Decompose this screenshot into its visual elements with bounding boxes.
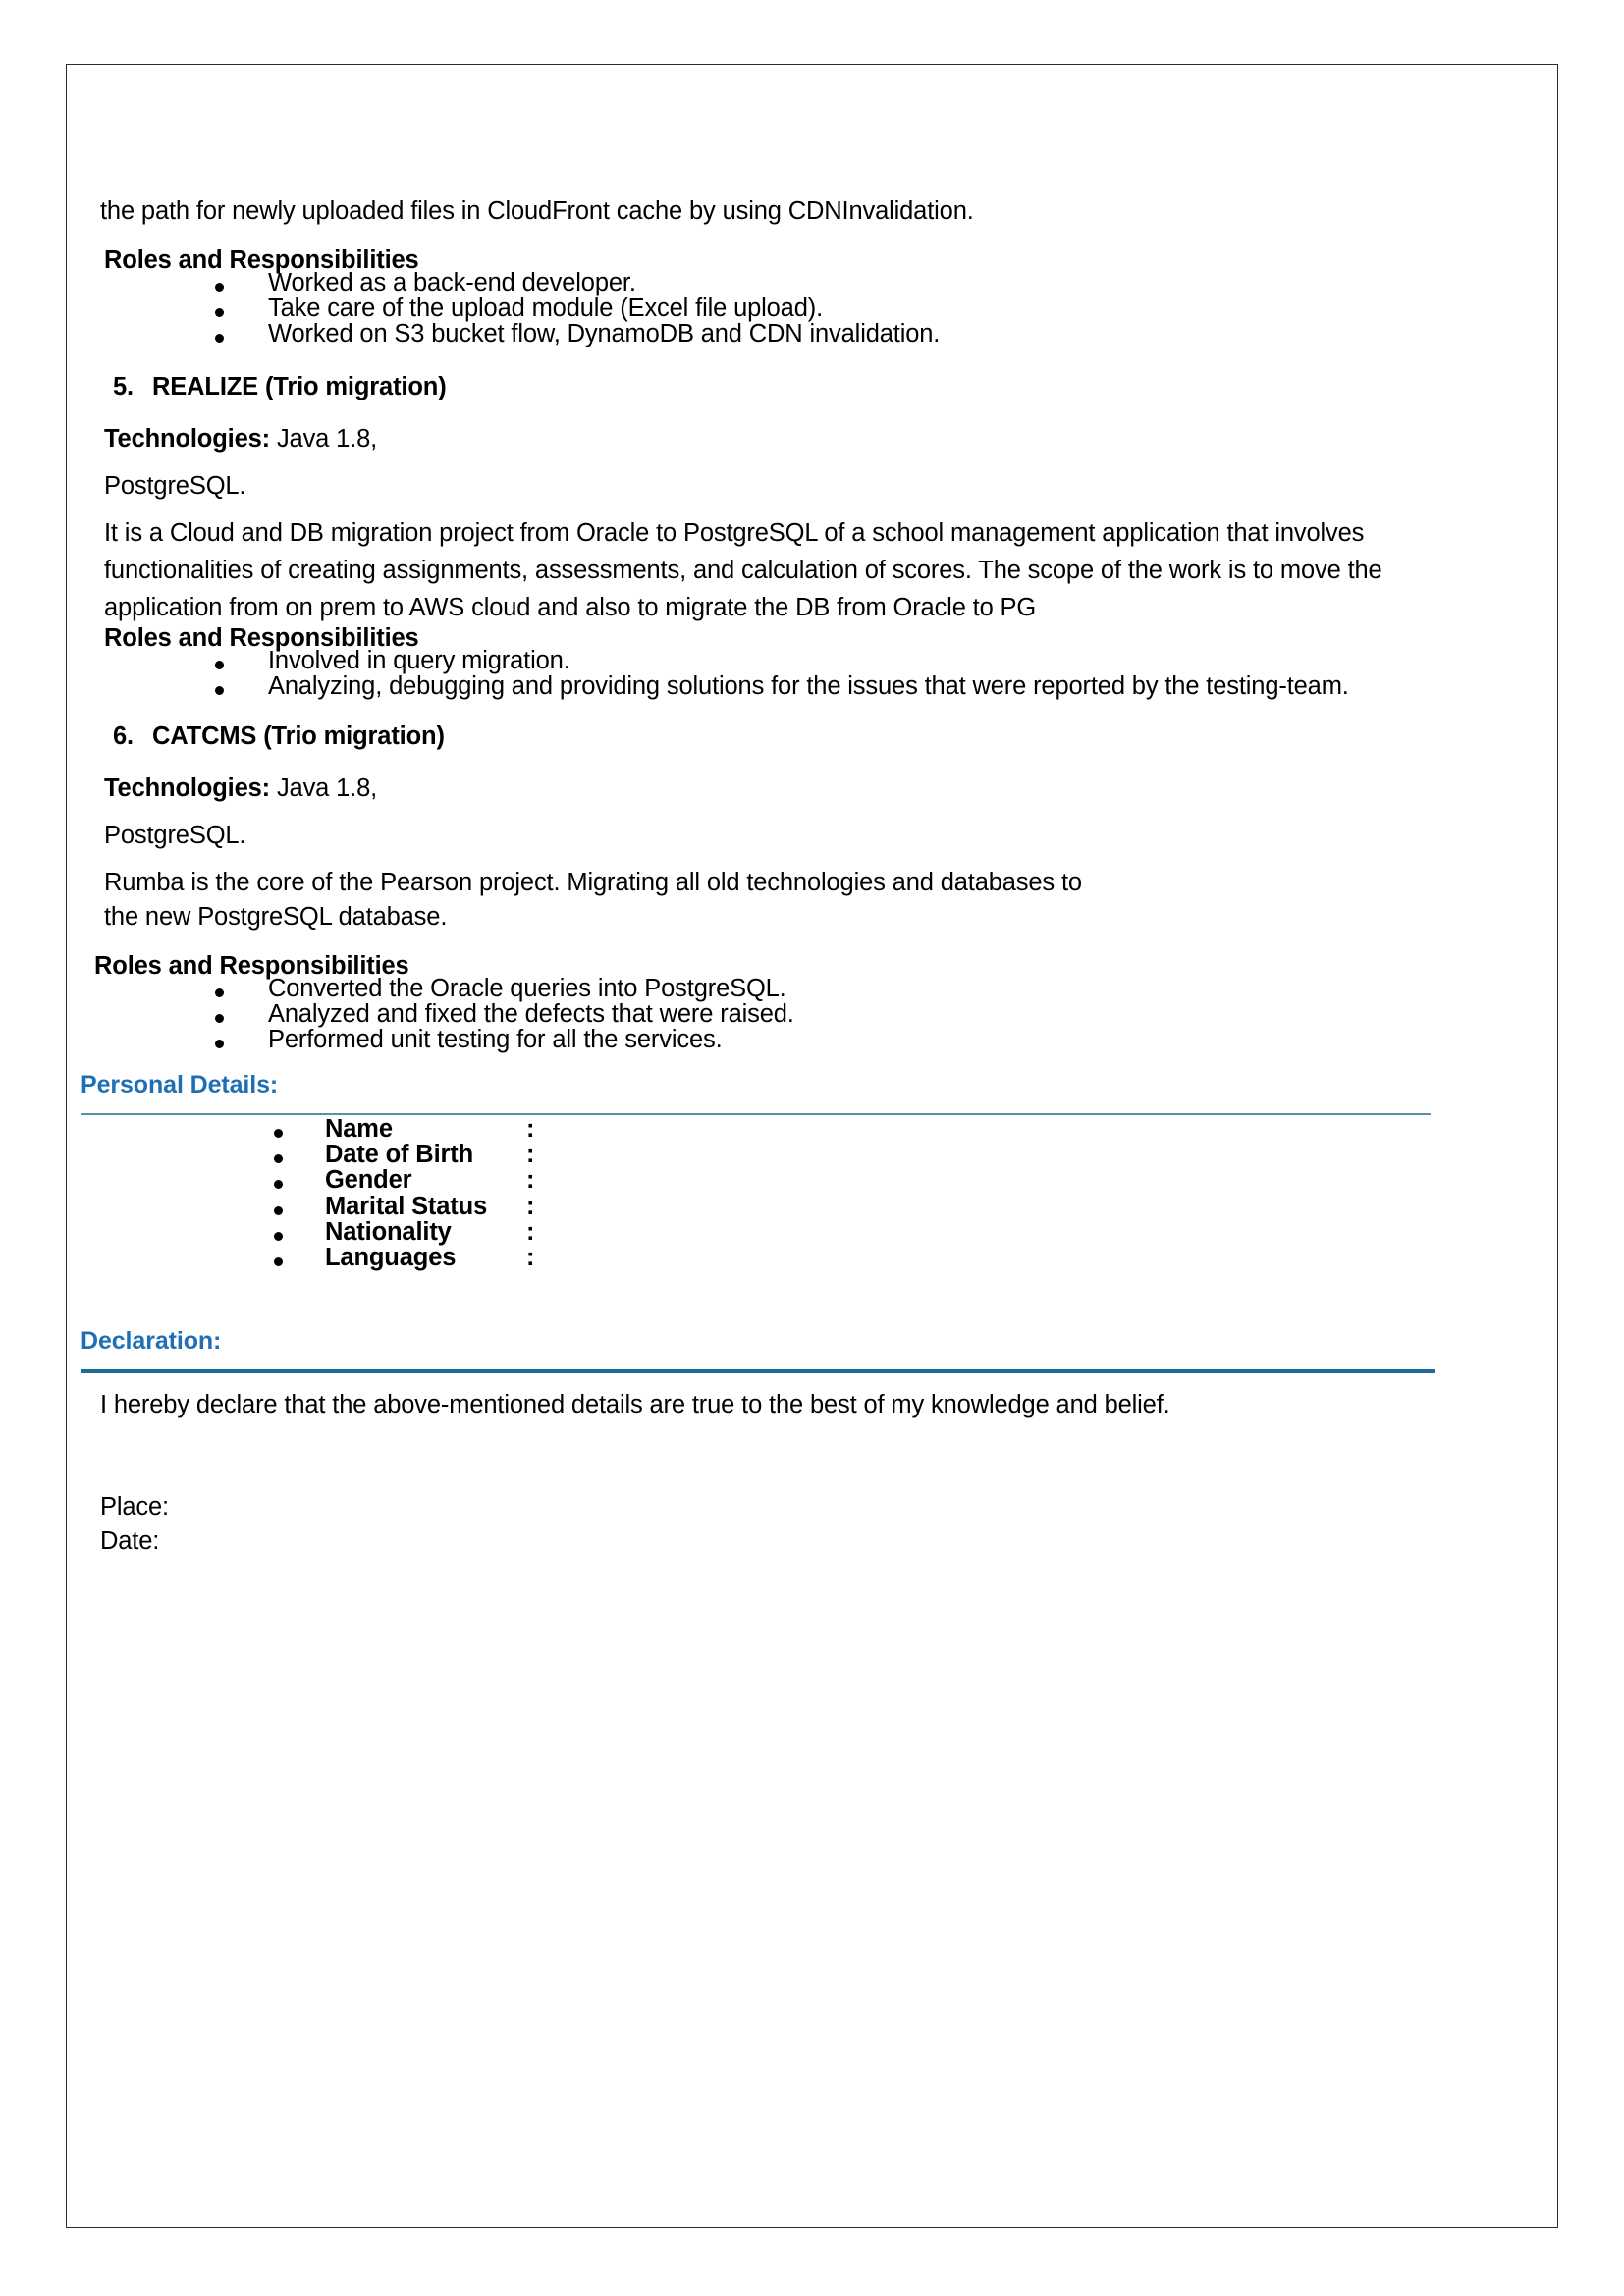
- technologies-label: Technologies:: [104, 425, 271, 453]
- personal-detail-colon: :: [526, 1166, 535, 1194]
- list-item: Performed unit testing for all the services.: [268, 1026, 723, 1053]
- bullet-icon: [215, 1040, 224, 1048]
- bullet-icon: [274, 1129, 283, 1138]
- date-label: Date:: [100, 1527, 160, 1555]
- bullet-icon: [215, 1014, 224, 1023]
- technologies-value: Java 1.8,: [276, 425, 378, 453]
- personal-details-heading: Personal Details:: [81, 1071, 279, 1098]
- personal-details-divider: [81, 1113, 1431, 1115]
- project-description-6-line1: Rumba is the core of the Pearson project. Migrating all old technologies and databases to: [104, 869, 1082, 896]
- personal-detail-label: Languages: [325, 1244, 457, 1271]
- personal-detail-label: Date of Birth: [325, 1141, 474, 1168]
- bullet-icon: [215, 661, 224, 669]
- personal-detail-label: Gender: [325, 1166, 412, 1194]
- bullet-icon: [215, 283, 224, 292]
- roles-heading-intro: Roles and Responsibilities: [104, 246, 419, 274]
- bullet-icon: [274, 1154, 283, 1163]
- bullet-icon: [215, 686, 224, 695]
- personal-detail-label: Name: [325, 1115, 393, 1143]
- declaration-heading: Declaration:: [81, 1327, 222, 1355]
- bullet-icon: [274, 1232, 283, 1241]
- roles-heading-6: Roles and Responsibilities: [94, 952, 409, 980]
- document-content: [67, 65, 1557, 2227]
- bullet-icon: [274, 1257, 283, 1266]
- list-item: Analyzed and fixed the defects that were raised.: [268, 1000, 794, 1028]
- bullet-icon: [215, 988, 224, 997]
- personal-detail-colon: :: [526, 1244, 535, 1271]
- declaration-divider: [81, 1369, 1435, 1373]
- bullet-icon: [215, 308, 224, 317]
- list-item: Involved in query migration.: [268, 647, 570, 674]
- technologies-value: Java 1.8,: [276, 774, 378, 802]
- project-heading-6: [113, 722, 445, 751]
- technologies-second-line-6: PostgreSQL.: [104, 822, 246, 849]
- list-item: Take care of the upload module (Excel file upload).: [268, 294, 824, 322]
- personal-detail-label: Nationality: [325, 1218, 452, 1246]
- bullet-icon: [274, 1206, 283, 1215]
- project-title: REALIZE (Trio migration): [152, 373, 447, 400]
- personal-detail-colon: :: [526, 1193, 535, 1220]
- bullet-icon: [274, 1180, 283, 1189]
- personal-detail-label: Marital Status: [325, 1193, 488, 1220]
- document-page: [66, 64, 1558, 2228]
- list-item: Worked as a back-end developer.: [268, 269, 636, 296]
- personal-detail-colon: :: [526, 1115, 535, 1143]
- technologies-line-6: [104, 770, 377, 807]
- declaration-text: I hereby declare that the above-mentioned details are true to the best of my knowledge and belief.: [100, 1391, 1170, 1418]
- project-heading-5: [113, 373, 447, 401]
- technologies-label: Technologies:: [104, 774, 271, 802]
- project-number: 5.: [113, 373, 134, 400]
- place-label: Place:: [100, 1493, 169, 1521]
- bullet-icon: [215, 334, 224, 343]
- technologies-second-line-5: PostgreSQL.: [104, 472, 246, 500]
- project-description-5: It is a Cloud and DB migration project from Oracle to PostgreSQL of a school management application that involves functionalities of creating assignments, assessments, and calculation of scores. The scope of the work is to move the application from on prem to AWS cloud and also to migrate the DB from Oracle to PG: [104, 519, 1382, 621]
- list-item: Worked on S3 bucket flow, DynamoDB and CDN invalidation.: [268, 320, 941, 347]
- list-item: Converted the Oracle queries into PostgreSQL.: [268, 975, 786, 1002]
- project-description-6-line2: the new PostgreSQL database.: [104, 903, 448, 931]
- project-number: 6.: [113, 722, 134, 750]
- personal-detail-colon: :: [526, 1141, 535, 1168]
- intro-paragraph: the path for newly uploaded files in CloudFront cache by using CDNInvalidation.: [100, 197, 974, 225]
- roles-heading-5: Roles and Responsibilities: [104, 624, 419, 652]
- technologies-line-5: [104, 420, 377, 457]
- personal-detail-colon: :: [526, 1218, 535, 1246]
- project-title: CATCMS (Trio migration): [152, 722, 445, 750]
- list-item: Analyzing, debugging and providing solutions for the issues that were reported by the testing-team.: [268, 672, 1349, 700]
